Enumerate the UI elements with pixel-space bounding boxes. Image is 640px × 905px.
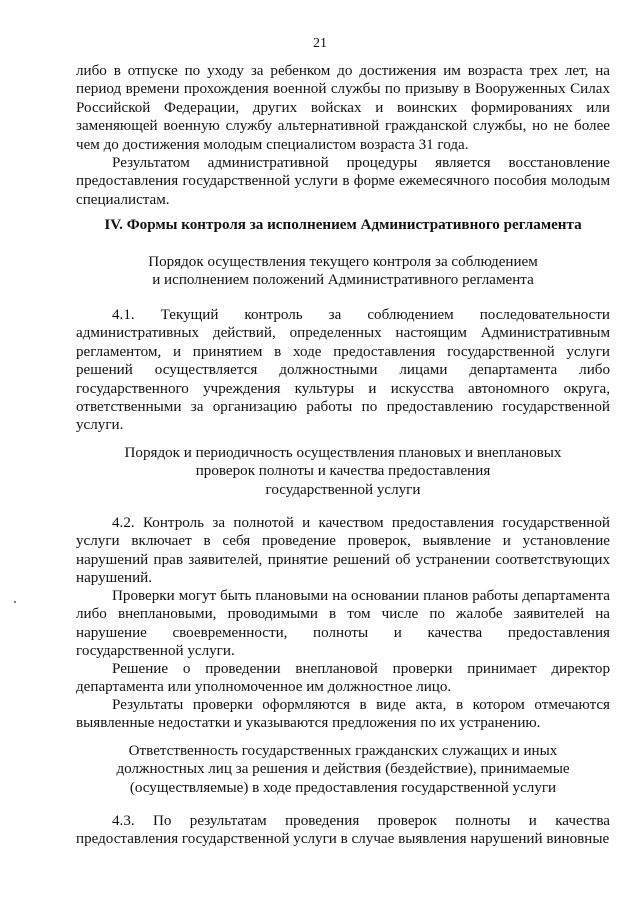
section-heading: IV. Формы контроля за исполнением Административного регламента [104,217,582,233]
paragraph-top: либо в отпуске по уходу за ребенком до достижения им возраста трех лет, на период времени прохождения военной службы по призыву в Вооруженных Силах Российской Федерации, других войсках и воинских формированиях или заменяющей военную службу альтернативной гражданской службы, но не более чем до достижения молодым специалистом возраста 31 года. [76,63,610,153]
subsection-inspections [76,444,610,499]
paragraph-4-1: 4.1. Текущий контроль за соблюдением последовательности административных действий, определенных настоящим Административным регламентом, и принятием в ходе предоставления государственной услуги решений осуществляется должностными лицами департамента либо государственного учреждения культуры и искусства автономного округа, ответственными за организацию работы по предоставлению государственной услуги. [76,307,610,434]
subsection-line: (осуществляемые) в ходе предоставления государственной услуги [129,779,557,796]
subsection-line: проверок полноты и качества предоставления [195,463,491,480]
paragraph-4-2: 4.2. Контроль за полнотой и качеством предоставления государственной услуги включает в себя проведение проверок, выявление и установление нарушений прав заявителей, принятие решений об устранении соответствующих нарушений. [76,515,610,587]
subsection-responsibility [76,742,610,797]
subsection-line: должностных лиц за решения и действия (бездействие), принимаемые [116,761,570,778]
subsection-line: Ответственность государственных гражданских служащих и иных [128,743,558,759]
paragraph-checks: Проверки могут быть плановыми на основании планов работы департамента либо внеплановыми, проводимыми в том числе по жалобе заявителей на нарушение своевременности, полноты и качества предоставления государственной услуги. [76,588,610,660]
subsection-line: Порядок и периодичность осуществления плановых и внеплановых [124,445,562,461]
subsection-line: государственной услуги [265,481,421,498]
subsection-line: и исполнением положений Административного регламента [152,272,534,289]
paragraph-4-3: 4.3. По результатам проведения проверок полноты и качества предоставления государственной услуги в случае выявления нарушений виновные [76,813,610,848]
page-number: 21 [313,36,327,51]
subsection-line: Порядок осуществления текущего контроля за соблюдением [148,254,538,270]
scan-dot [14,601,16,603]
paragraph-result: Результатом административной процедуры является восстановление предоставления государственной услуги в форме ежемесячного пособия молодым специалистам. [76,155,610,208]
paragraph-results: Результаты проверки оформляются в виде акта, в котором отмечаются выявленные недостатки и указываются предложения по их устранению. [76,697,610,732]
paragraph-decision: Решение о проведении внеплановой проверки принимает директор департамента или уполномоченное им должностное лицо. [76,661,610,696]
subsection-current-control [76,253,610,290]
